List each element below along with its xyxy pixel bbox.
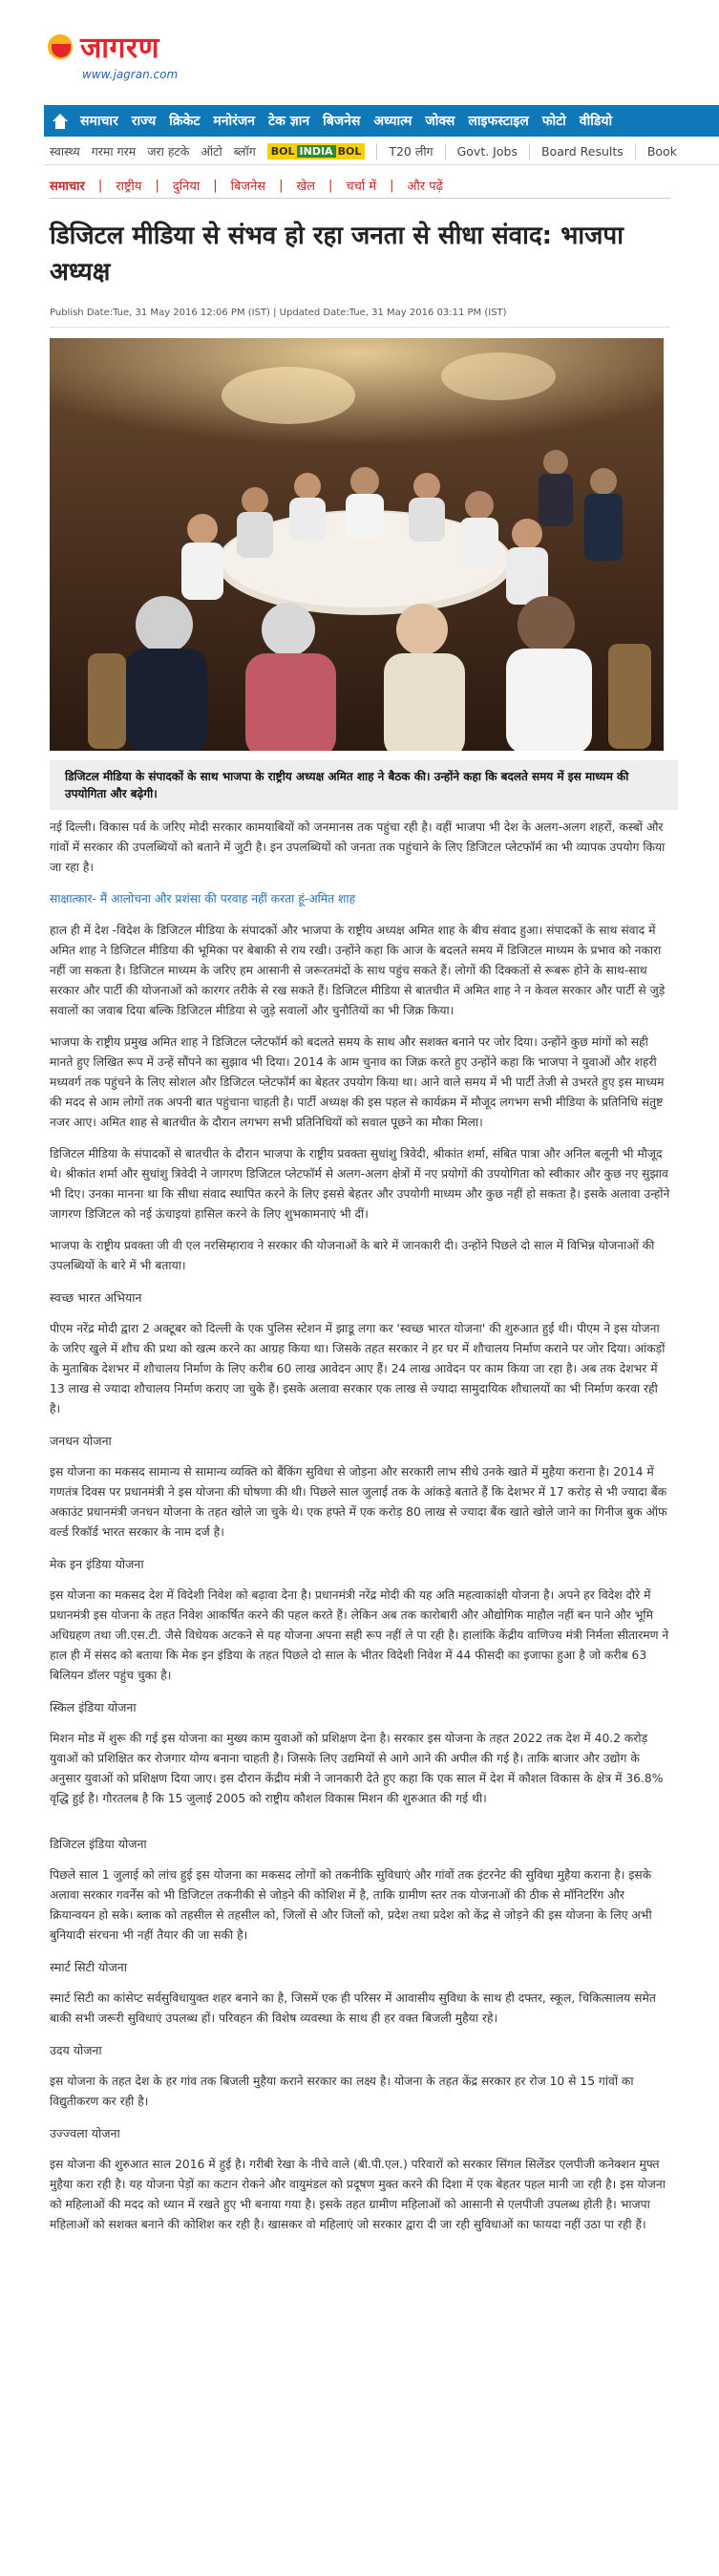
nav-state[interactable]: राज्य	[131, 114, 157, 129]
breadcrumb-sports[interactable]: खेल	[296, 180, 315, 194]
paragraph: हाल ही में देश -विदेश के डिजिटल मीडिया के संपादकों और भाजपा के राष्ट्रीय अध्यक्ष अमित शाह के बीच संवाद हुआ। संपादकों के साथ संवाद में अमित शाह ने डिजिटल मीडिया की भूमिका पर बेबाकी से राय रखी। उन्होंने कहा कि आज के बदलते समय में डिजिटल माध्यम के प्रभाव को नकारा नहीं जा सकता है। डिजिटल माध्यम के जरिए हम आसानी से जरूरतमंदों के साथ पहुंच सकते हैं। लोगों की दिक्कतों से रूबरू होने के साथ-साथ सरकार और पार्टी की योजनाओं को कारगर तरीके से रख सकते हैं। डिजिटल मीडिया से बातचीत में अमित शाह ने न केवल सरकार और पार्टी से जुड़े सवालों का जवाब दिया बल्कि डिजिटल मीडिया से जुड़े सवालों और चुनौतियों का भी जिक्र किया।	[50, 924, 666, 1017]
breadcrumb-sep: |	[213, 178, 218, 193]
nav-lifestyle[interactable]: लाइफस्टाइल	[468, 114, 529, 129]
article-body	[50, 818, 670, 2246]
sub-nav	[44, 138, 719, 165]
subnav-board-results[interactable]: Board Results	[540, 144, 624, 159]
paragraph: इस योजना की शुरुआत साल 2016 में हुई है। गरीबी रेखा के नीचे वाले (बी.पी.एल.) परिवारों को सरकार सिंगल सिलेंडर एलपीजी कनेक्शन मुफ्त मुहैया करा रही है। यह योजना पेड़ों का कटान रोकने और वायुमंडल को प्रदूषण मुक्त करने की दिशा में एक बेहतर पहल मानी जा रही है। इस योजना को महिलाओं की मदद को ध्यान में रखते हुए भी बनाया गया है। इसके तहत ग्रामीण महिलाओं को आसानी से एलपीजी उपलब्ध होती है। भाजपा महिलाओं को सशक्त बनाने की कोशिश कर रही है। खासकर वो महिलाएं जो सरकार द्वारा दी जा रही सुविधाओं का फायदा नहीं उठा पा रही हैं।	[50, 2158, 666, 2231]
breadcrumb-sep: |	[155, 178, 159, 193]
article-photo	[50, 338, 664, 751]
logo-text: जागरण	[80, 32, 159, 65]
subnav-health[interactable]: स्वास्थ्य	[50, 144, 80, 159]
subnav-auto[interactable]: ऑटो	[201, 144, 222, 159]
paragraph: स्मार्ट सिटी का कांसेप्ट सर्वसुविधायुक्त शहर बनाने का है, जिसमें एक ही परिसर में आवासीय सुविधा के साथ ही दफ्तर, स्कूल, चिकित्सालय समेत बाकी सभी जरूरी सुविधाएं उपलब्ध हों। परिवहन की विशेष व्यवस्था के साथ ही हर वक्त बिजली मुहैया रहे।	[50, 1991, 656, 2025]
section-heading: डिजिटल इंडिया योजना	[50, 1837, 147, 1851]
photo-caption: डिजिटल मीडिया के संपादकों के साथ भाजपा के राष्ट्रीय अध्यक्ष अमित शाह ने बैठक की। उन्होंने कहा कि बदलते समय में इस माध्यम की उपयोगिता और बढ़ेगी।	[50, 760, 678, 810]
nav-tech[interactable]: टेक ज्ञान	[268, 114, 310, 129]
bol-left: BOL	[270, 145, 295, 158]
paragraph: मिशन मोड में शुरू की गई इस योजना का मुख्य काम युवाओं को प्रशिक्षण देना है। सरकार इस योजना के तहत 2022 तक देश में 40.2 करोड़ युवाओं को प्रशिक्षित कर रोजगार योग्य बनाना चाहती है। जिसके लिए उद्यमियों से आगे आने की अपील की गई है। ताकि बाजार और उद्योग के अनुसार युवाओं को प्रशिक्षण दिया जाए। इस दौरान केंद्रीय मंत्री ने जानकारी देते हुए कहा कि एक साल में देश में कौशल विकास के क्षेत्र में 36.8% वृद्धि हुई है। गौरतलब है कि 15 जुलाई 2005 को राष्ट्रीय कौशल विकास मिशन की शुरुआत की गई थी।	[50, 1732, 664, 1805]
paragraph: पीएम नरेंद्र मोदी द्वारा 2 अक्टूबर को दिल्ली के एक पुलिस स्टेशन में झाडू लगा कर 'स्वच्छ भारत योजना' की शुरुआत हुई थी। पीएम ने इस योजना के जरिए खुले में शौच की प्रथा को खत्म करने का आग्रह किया था। जिसके तहत सरकार ने हर घर में शौचालय निर्माण कराने पर जोर दिया। आंकड़ों के मुताबिक देशभर में शौचालय निर्माण के लिए करीब 60 लाख आवेदन आए हैं। 24 लाख आवेदन पर काम किया जा रहा है। अब तक देशभर में 13 लाख से ज्यादा शौचालय निर्माण कराए जा चुके हैं। इसके अलावा सरकार एक लाख से ज्यादा सामुदायिक शौचालयों का भी निर्माण करवा रही है।	[50, 1322, 666, 1416]
paragraph: भाजपा के राष्ट्रीय प्रवक्ता जी वी एल नरसिम्हाराव ने सरकार की योजनाओं के बारे में जानकारी दी। उन्होंने पिछले दो साल में विभिन्न योजनाओं की उपलब्धियों के बारे में भी बताया।	[50, 1239, 655, 1272]
subnav-govt-jobs[interactable]: Govt. Jobs	[456, 144, 518, 159]
paragraph: इस योजना के तहत देश के हर गांव तक बिजली मुहैया कराने सरकार का लक्ष्य है। योजना के तहत केंद्र सरकार हर रोज 10 से 15 गांवों का विद्युतीकरण कर रही है।	[50, 2075, 634, 2108]
paragraph: इस योजना का मकसद देश में विदेशी निवेश को बढ़ावा देना है। प्रधानमंत्री नरेंद्र मोदी की यह अति महत्वाकांक्षी योजना है। अपने हर विदेश दौरे में प्रधानमंत्री इस योजना के तहत निवेश आकर्षित करने की पहल करते हैं। लेकिन अब तक कारोबारी और औद्योगिक माहौल नहीं बन पाने और भूमि अधिग्रहण तथा जी.एस.टी. जैसे विधेयक अटकने से यह योजना अपना सही रूप नहीं ले पा रही है। हालांकि केंद्रीय वाणिज्य मंत्री निर्मला सीतारमण ने हाल ही में संसद को बताया कि मेक इन इंडिया के तहत पिछले दो साल के भीतर विदेशी निवेश में 44 फीसदी का इजाफा हुआ है जो करीब 63 बिलियन डॉलर पहुंच चुका है।	[50, 1588, 669, 1682]
paragraph: पिछले साल 1 जुलाई को लांच हुई इस योजना का मकसद लोगों को तकनीकि सुविधाएं और गांवों तक इंटरनेट की सुविधा मुहैया कराना है। इसके अलावा सरकार गवर्नेंस को भी डिजिटल तकनीकी से जोड़ने की कोशिश में है, ताकि ग्रामीण स्तर तक योजनाओं की ठीक से मॉनिटरिंग और क्रियान्वयन हो सके। ब्लाक को तहसील से तहसील को, जिलों से और जिलों को, प्रदेश तथा प्रदेश को केंद्र से जोड़ने की इस योजना के लिए अभी बुनियादी संरचना भी नहीं तैयार की जा सकी है।	[50, 1868, 652, 1942]
breadcrumb-trending[interactable]: चर्चा में	[346, 180, 377, 194]
main-nav	[44, 105, 719, 137]
nav-jokes[interactable]: जोक्स	[425, 114, 455, 129]
divider	[50, 327, 670, 328]
subnav-book[interactable]: Book	[646, 144, 677, 159]
article-title: डिजिटल मीडिया से संभव हो रहा जनता से सीधा संवाद: भाजपा अध्यक्ष	[50, 222, 624, 287]
site-url[interactable]: www.jagran.com	[82, 68, 179, 81]
nav-entertainment[interactable]: मनोरंजन	[213, 114, 256, 129]
breadcrumb-business[interactable]: बिजनेस	[230, 180, 266, 194]
subnav-hot[interactable]: गरमा गरम	[91, 144, 137, 159]
nav-spirituality[interactable]: अध्यात्म	[373, 114, 412, 129]
bol-right: BOL	[337, 145, 362, 158]
nav-video[interactable]: वीडियो	[579, 114, 613, 129]
nav-news[interactable]: समाचार	[80, 114, 118, 129]
paragraph: भाजपा के राष्ट्रीय प्रमुख अमित शाह ने डिजिटल प्लेटफॉर्म को बदलते समय के साथ और सशक्त बनाने पर जोर दिया। उन्होंने कुछ मांगों को सही मानते हुए लिखित रूप में उन्हें सौंपने का सुझाव भी दिया। 2014 के आम चुनाव का जिक्र करते हुए उन्होंने कहा कि भाजपा ने युवाओं और शहरी मध्यवर्ग तक पहुंचने के लिए सोशल और डिजिटल प्लेटफॉर्म का बेहतर उपयोग किया था। आने वाले समय में भी पार्टी तेजी से उभरते हुए इस माध्यम की मदद से आम लोगों तक अपनी बात पहुंचाना चाहती है। पार्टी अध्यक्ष की इस पहल से कार्यक्रम में मौजूद लगभग सभी मीडिया के प्रतिनिधि संतुष्ट नजर आए। अमित शाह से बातचीत के दौरान लगभग सभी प्रतिनिधियों को सवाल पूछने का मौका मिला।	[50, 1035, 665, 1129]
bol-india-bol-badge[interactable]	[267, 143, 366, 160]
section-heading: मेक इन इंडिया योजना	[50, 1557, 144, 1571]
breadcrumb-world[interactable]: दुनिया	[172, 180, 201, 194]
related-link[interactable]: साक्षात्कार- मैं आलोचना और प्रशंसा की परवाह नहीं करता हूं-अमित शाह	[50, 892, 356, 905]
home-icon[interactable]	[52, 114, 69, 129]
section-heading: उज्ज्वला योजना	[50, 2126, 120, 2140]
breadcrumb-more[interactable]: और पढ़ें	[407, 180, 443, 194]
subnav-divider	[376, 143, 377, 160]
paragraph: नई दिल्ली। विकास पर्व के जरिए मोदी सरकार कामयाबियों को जनमानस तक पहुंचा रही है। वहीं भाजपा भी देश के अलग-अलग शहरों, कस्बों और गांवों में सरकार की उपलब्धियों को बताने में जुटी है। इन उपलब्धियों को जनता तक पहुंचाने के लिए डिजिटल प्लेटफॉर्म का भी व्यापक उपयोग किया जा रहा है।	[50, 820, 666, 874]
nav-business[interactable]: बिजनेस	[323, 114, 361, 129]
jagran-logo[interactable]	[48, 27, 719, 66]
subnav-divider	[445, 143, 446, 160]
nav-cricket[interactable]: क्रिकेट	[169, 114, 201, 129]
subnav-divider	[529, 143, 530, 160]
masthead	[0, 0, 719, 84]
sun-logo-icon	[48, 32, 97, 61]
publish-dates: Publish Date:Tue, 31 May 2016 12:06 PM (IST) | Updated Date:Tue, 31 May 2016 03:11 PM (IST)	[50, 308, 507, 318]
paragraph: डिजिटल मीडिया के संपादकों से बातचीत के दौरान भाजपा के राष्ट्रीय प्रवक्ता सुधांशु त्रिवेदी, श्रीकांत शर्मा, संबित पात्रा और अनिल बलूनी भी मौजूद थे। श्रीकांत शर्मा और सुधांशु त्रिवेदी ने जागरण डिजिटल प्लेटफॉर्म से अलग-अलग क्षेत्रों में नए प्रयोगों की उपयोगिता को स्वीकार और कुछ नए सुझाव भी दिए। उनका मानना था कि सीधा संवाद स्थापित करने के लिए इससे बेहतर और उपयोगी माध्यम और कुछ नहीं हो सकता है। इसके अलावा उन्होंने जागरण डिजिटल को नई ऊंचाइयां हासिल करने के लिए शुभकामनाएं भी दीं।	[50, 1147, 670, 1221]
paragraph: इस योजना का मकसद सामान्य से सामान्य व्यक्ति को बैंकिंग सुविधा से जोड़ना और सरकारी लाभ सीधे उनके खाते में मुहैया कराना है। 2014 में गणतंत्र दिवस पर प्रधानमंत्री ने इस योजना की घोषणा की थी। पिछले साल जुलाई तक के आंकड़े बताते हैं कि देशभर में 17 करोड़ से भी ज्यादा बैंक अकाउंट प्रधानमंत्री जनधन योजना के तहत खोले जा चुके थे। एक हफ्ते में एक करोड़ 80 लाख से ज्यादा बैंक खाते खोले जाने का गिनीज बुक ऑफ वर्ल्ड रिकॉर्ड भारत सरकार के नाम दर्ज है।	[50, 1465, 667, 1539]
subnav-divider	[635, 143, 636, 160]
breadcrumb-section[interactable]: समाचार	[50, 180, 85, 194]
subnav-t20[interactable]: T20 लीग	[389, 144, 434, 159]
breadcrumb	[50, 177, 456, 194]
meeting-photo-illustration	[50, 338, 664, 751]
section-heading: स्वच्छ भारत अभियान	[50, 1290, 142, 1305]
divider	[50, 198, 670, 199]
section-heading: स्मार्ट सिटी योजना	[50, 1960, 127, 1974]
section-heading: स्किल इंडिया योजना	[50, 1700, 137, 1714]
breadcrumb-sep: |	[390, 178, 394, 193]
breadcrumb-sep: |	[97, 178, 103, 193]
subnav-offbeat[interactable]: जरा हटके	[147, 144, 190, 159]
bol-india: INDIA	[297, 145, 336, 158]
breadcrumb-sep: |	[328, 178, 333, 193]
breadcrumb-national[interactable]: राष्ट्रीय	[116, 180, 142, 194]
section-heading: उदय योजना	[50, 2043, 102, 2057]
nav-photo[interactable]: फोटो	[541, 114, 566, 129]
breadcrumb-sep: |	[279, 178, 284, 193]
section-heading: जनधन योजना	[50, 1434, 112, 1448]
subnav-blog[interactable]: ब्लॉग	[233, 144, 256, 159]
